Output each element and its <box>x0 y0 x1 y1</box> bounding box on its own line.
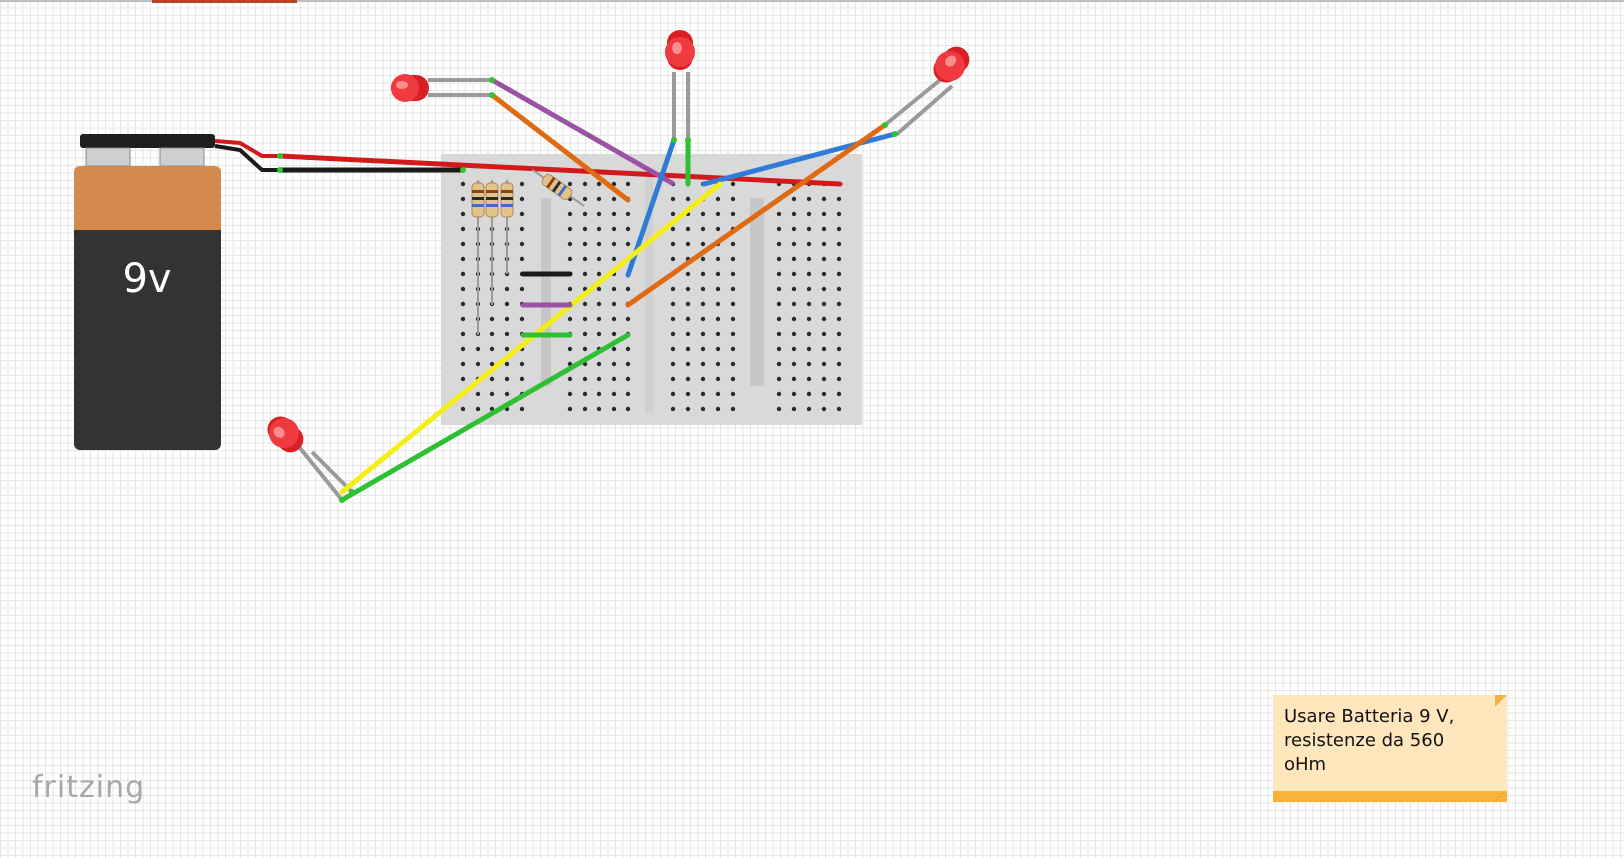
sticky-note[interactable] <box>1273 695 1507 802</box>
breadboard-hole <box>837 212 841 216</box>
breadboard-hole <box>686 332 690 336</box>
breadboard-hole <box>597 302 601 306</box>
breadboard-hole <box>520 182 524 186</box>
breadboard-hole <box>792 287 796 291</box>
breadboard-hole <box>583 392 587 396</box>
breadboard-hole <box>626 242 630 246</box>
breadboard-hole <box>822 227 826 231</box>
breadboard-hole <box>777 407 781 411</box>
breadboard-hole <box>671 407 675 411</box>
battery-label: 9v <box>122 256 172 302</box>
breadboard-hole <box>716 302 720 306</box>
breadboard-hole <box>777 302 781 306</box>
breadboard-hole <box>671 227 675 231</box>
breadboard-hole <box>626 377 630 381</box>
breadboard-hole <box>731 347 735 351</box>
breadboard-hole <box>583 317 587 321</box>
breadboard-hole <box>792 257 796 261</box>
breadboard-hole <box>612 407 616 411</box>
breadboard-hole <box>822 317 826 321</box>
breadboard-hole <box>505 332 509 336</box>
breadboard-hole <box>583 227 587 231</box>
breadboard-hole <box>777 212 781 216</box>
breadboard-hole <box>583 242 587 246</box>
breadboard-hole <box>568 257 572 261</box>
breadboard-hole <box>612 332 616 336</box>
breadboard-hole <box>701 392 705 396</box>
led-right-top <box>927 40 976 89</box>
breadboard-hole <box>777 227 781 231</box>
breadboard-hole <box>731 332 735 336</box>
breadboard-hole <box>520 317 524 321</box>
breadboard-hole <box>731 242 735 246</box>
fritzing-logo: fritzing <box>32 770 146 805</box>
breadboard-hole <box>716 392 720 396</box>
breadboard-hole <box>792 377 796 381</box>
breadboard-hole <box>731 182 735 186</box>
breadboard-hole <box>837 272 841 276</box>
breadboard-hole <box>837 302 841 306</box>
breadboard-hole <box>777 257 781 261</box>
breadboard-hole <box>505 287 509 291</box>
breadboard-hole <box>612 212 616 216</box>
breadboard-hole <box>612 392 616 396</box>
breadboard-hole <box>837 377 841 381</box>
breadboard-hole <box>807 227 811 231</box>
breadboard-hole <box>520 407 524 411</box>
breadboard-hole <box>822 377 826 381</box>
breadboard-hole <box>686 392 690 396</box>
breadboard-hole <box>716 257 720 261</box>
breadboard-hole <box>583 302 587 306</box>
breadboard-hole <box>701 317 705 321</box>
breadboard-hole <box>837 287 841 291</box>
breadboard-hole <box>476 392 480 396</box>
breadboard-hole <box>568 227 572 231</box>
breadboard-hole <box>626 362 630 366</box>
breadboard-hole <box>626 347 630 351</box>
breadboard-hole <box>777 287 781 291</box>
breadboard-hole <box>461 272 465 276</box>
breadboard-hole <box>701 272 705 276</box>
breadboard-hole <box>612 362 616 366</box>
breadboard-hole <box>837 227 841 231</box>
breadboard-hole <box>837 197 841 201</box>
breadboard-hole <box>505 317 509 321</box>
breadboard-hole <box>568 407 572 411</box>
breadboard-hole <box>716 317 720 321</box>
breadboard-hole <box>731 317 735 321</box>
breadboard-hole <box>686 362 690 366</box>
breadboard-hole <box>626 317 630 321</box>
breadboard-hole <box>461 212 465 216</box>
breadboard-hole <box>583 182 587 186</box>
breadboard-hole <box>505 347 509 351</box>
breadboard-hole <box>807 377 811 381</box>
breadboard-hole <box>612 242 616 246</box>
breadboard-hole <box>505 362 509 366</box>
breadboard-hole <box>612 227 616 231</box>
breadboard-hole <box>568 392 572 396</box>
breadboard-hole <box>476 362 480 366</box>
breadboard-hole <box>461 287 465 291</box>
breadboard-hole <box>792 197 796 201</box>
breadboard-hole <box>731 392 735 396</box>
breadboard-hole <box>716 377 720 381</box>
breadboard-hole <box>731 362 735 366</box>
breadboard-hole <box>792 347 796 351</box>
breadboard-hole <box>716 227 720 231</box>
breadboard-hole <box>568 242 572 246</box>
breadboard-hole <box>716 407 720 411</box>
breadboard-hole <box>461 182 465 186</box>
note-resize-bar <box>1273 791 1507 802</box>
breadboard-hole <box>597 197 601 201</box>
breadboard-hole <box>837 317 841 321</box>
breadboard-hole <box>716 287 720 291</box>
breadboard-hole <box>597 272 601 276</box>
breadboard-hole <box>461 227 465 231</box>
breadboard-hole <box>731 407 735 411</box>
breadboard-hole <box>716 212 720 216</box>
breadboard-hole <box>476 407 480 411</box>
breadboard-hole <box>568 317 572 321</box>
breadboard-hole <box>461 317 465 321</box>
breadboard-hole <box>461 197 465 201</box>
breadboard-hole <box>597 227 601 231</box>
breadboard-hole <box>701 347 705 351</box>
breadboard-hole <box>671 287 675 291</box>
breadboard-hole <box>701 407 705 411</box>
breadboard-hole <box>461 362 465 366</box>
breadboard-hole <box>686 302 690 306</box>
breadboard-hole <box>671 302 675 306</box>
breadboard-hole <box>490 332 494 336</box>
breadboard-hole <box>583 347 587 351</box>
breadboard-hole <box>612 377 616 381</box>
breadboard-hole <box>671 212 675 216</box>
breadboard-hole <box>505 302 509 306</box>
breadboard-hole <box>461 302 465 306</box>
breadboard-hole <box>792 332 796 336</box>
breadboard-hole <box>777 242 781 246</box>
breadboard-hole <box>701 257 705 261</box>
breadboard-hole <box>583 332 587 336</box>
breadboard-hole <box>520 227 524 231</box>
breadboard-hole <box>597 362 601 366</box>
breadboard-hole <box>583 377 587 381</box>
breadboard-hole <box>777 332 781 336</box>
breadboard-hole <box>822 257 826 261</box>
breadboard-hole <box>626 287 630 291</box>
breadboard-hole <box>716 272 720 276</box>
breadboard-hole <box>583 257 587 261</box>
breadboard-hole <box>461 347 465 351</box>
breadboard-hole <box>731 302 735 306</box>
breadboard-hole <box>461 407 465 411</box>
resize-grip-icon[interactable]: ⋰ <box>1496 792 1504 801</box>
breadboard-hole <box>686 317 690 321</box>
breadboard-hole <box>490 347 494 351</box>
breadboard-hole <box>701 227 705 231</box>
breadboard-hole <box>520 257 524 261</box>
breadboard-hole <box>731 377 735 381</box>
breadboard-hole <box>671 242 675 246</box>
breadboard-hole <box>792 392 796 396</box>
breadboard-hole <box>777 392 781 396</box>
breadboard-hole <box>716 347 720 351</box>
led-top-center <box>665 30 695 70</box>
breadboard-hole <box>792 407 796 411</box>
breadboard-hole <box>626 407 630 411</box>
breadboard-hole <box>568 287 572 291</box>
breadboard-hole <box>461 377 465 381</box>
breadboard-hole <box>807 272 811 276</box>
breadboard-hole <box>792 227 796 231</box>
breadboard-hole <box>777 317 781 321</box>
breadboard-hole <box>461 332 465 336</box>
breadboard-hole <box>671 377 675 381</box>
breadboard-hole <box>822 302 826 306</box>
breadboard-hole <box>701 362 705 366</box>
breadboard-hole <box>837 407 841 411</box>
breadboard-hole <box>461 242 465 246</box>
breadboard-hole <box>671 362 675 366</box>
breadboard-hole <box>612 317 616 321</box>
breadboard-hole <box>520 242 524 246</box>
breadboard-hole <box>822 392 826 396</box>
breadboard-hole <box>822 347 826 351</box>
breadboard-hole <box>626 392 630 396</box>
breadboard-hole <box>792 302 796 306</box>
breadboard-hole <box>777 362 781 366</box>
breadboard-hole <box>520 287 524 291</box>
breadboard-hole <box>822 407 826 411</box>
breadboard-hole <box>686 287 690 291</box>
breadboard-hole <box>822 287 826 291</box>
breadboard-hole <box>612 197 616 201</box>
breadboard-hole <box>837 392 841 396</box>
breadboard-hole <box>583 407 587 411</box>
breadboard-hole <box>597 407 601 411</box>
breadboard-hole <box>671 257 675 261</box>
breadboard-hole <box>520 362 524 366</box>
breadboard-hole <box>822 242 826 246</box>
breadboard-hole <box>837 362 841 366</box>
breadboard-hole <box>731 212 735 216</box>
breadboard-hole <box>597 317 601 321</box>
breadboard-hole <box>597 287 601 291</box>
breadboard-hole <box>568 182 572 186</box>
breadboard-hole <box>568 377 572 381</box>
breadboard-hole <box>777 347 781 351</box>
breadboard-hole <box>583 197 587 201</box>
breadboard-hole <box>807 212 811 216</box>
breadboard-hole <box>701 287 705 291</box>
breadboard-hole <box>476 347 480 351</box>
breadboard-hole <box>807 392 811 396</box>
breadboard-hole <box>597 332 601 336</box>
note-text[interactable]: Usare Batteria 9 V, resistenze da 560 oHm <box>1284 706 1455 775</box>
breadboard-hole <box>686 242 690 246</box>
breadboard-hole <box>807 242 811 246</box>
breadboard-hole <box>626 227 630 231</box>
breadboard-hole <box>731 197 735 201</box>
breadboard-hole <box>597 257 601 261</box>
breadboard-hole <box>597 182 601 186</box>
breadboard-hole <box>807 317 811 321</box>
breadboard-hole <box>822 197 826 201</box>
breadboard-hole <box>520 377 524 381</box>
breadboard-hole <box>792 212 796 216</box>
breadboard-hole <box>777 272 781 276</box>
breadboard-hole <box>568 212 572 216</box>
breadboard-hole <box>731 287 735 291</box>
breadboard-hole <box>822 272 826 276</box>
breadboard-hole <box>792 242 796 246</box>
breadboard-hole <box>583 212 587 216</box>
breadboard-hole <box>701 242 705 246</box>
breadboard-hole <box>807 407 811 411</box>
breadboard-hole <box>837 332 841 336</box>
breadboard-hole <box>671 392 675 396</box>
breadboard-hole <box>612 347 616 351</box>
breadboard-hole <box>612 257 616 261</box>
breadboard-hole <box>701 377 705 381</box>
breadboard-hole <box>568 347 572 351</box>
breadboard-hole <box>792 317 796 321</box>
breadboard-hole <box>461 257 465 261</box>
breadboard-hole <box>837 257 841 261</box>
breadboard-hole <box>520 212 524 216</box>
breadboard-hole <box>716 362 720 366</box>
breadboard-hole <box>807 197 811 201</box>
breadboard-hole <box>686 227 690 231</box>
note-fold-corner <box>1495 695 1507 707</box>
breadboard-hole <box>822 332 826 336</box>
breadboard-hole <box>792 272 796 276</box>
breadboard-hole <box>837 242 841 246</box>
breadboard-hole <box>490 377 494 381</box>
breadboard-hole <box>686 377 690 381</box>
breadboard-hole <box>807 347 811 351</box>
breadboard-hole <box>597 212 601 216</box>
breadboard-hole <box>597 377 601 381</box>
breadboard-hole <box>731 257 735 261</box>
breadboard-hole <box>505 392 509 396</box>
breadboard-hole <box>612 287 616 291</box>
breadboard-hole <box>490 392 494 396</box>
breadboard-hole <box>807 362 811 366</box>
breadboard-hole <box>701 302 705 306</box>
breadboard-hole <box>612 302 616 306</box>
breadboard-hole <box>686 407 690 411</box>
breadboard-hole <box>626 212 630 216</box>
breadboard-hole <box>597 392 601 396</box>
breadboard-hole <box>686 197 690 201</box>
breadboard-hole <box>686 347 690 351</box>
breadboard-hole <box>822 212 826 216</box>
breadboard-hole <box>520 197 524 201</box>
breadboard-hole <box>807 332 811 336</box>
breadboard-hole <box>597 242 601 246</box>
breadboard-hole <box>505 377 509 381</box>
breadboard-hole <box>671 317 675 321</box>
battery-9v[interactable] <box>74 134 221 450</box>
breadboard-hole <box>807 302 811 306</box>
breadboard-hole <box>671 332 675 336</box>
breadboard-hole <box>490 317 494 321</box>
breadboard-hole <box>777 377 781 381</box>
breadboard-hole <box>626 182 630 186</box>
breadboard-hole <box>701 332 705 336</box>
breadboard-hole <box>807 257 811 261</box>
breadboard-hole <box>686 272 690 276</box>
breadboard-hole <box>583 272 587 276</box>
breadboard-hole <box>671 347 675 351</box>
breadboard-hole <box>837 347 841 351</box>
breadboard-hole <box>716 332 720 336</box>
breadboard-hole <box>731 272 735 276</box>
breadboard-hole <box>807 287 811 291</box>
breadboard-hole <box>671 197 675 201</box>
breadboard-hole <box>701 212 705 216</box>
breadboard-hole <box>822 362 826 366</box>
led-left-top <box>391 74 429 102</box>
breadboard-hole <box>716 197 720 201</box>
breadboard-hole <box>792 362 796 366</box>
